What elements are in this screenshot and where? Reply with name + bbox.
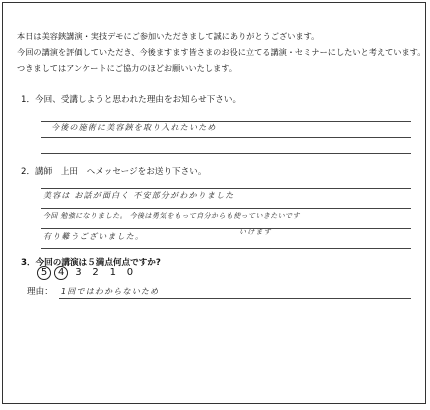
- answer-line: [41, 248, 411, 249]
- question-1-label: 1．今回、受講しようと思われた理由をお知らせ下さい。: [21, 95, 242, 105]
- score-option: 3: [75, 267, 82, 278]
- score-option: 1: [109, 267, 116, 278]
- score-option: 0: [126, 267, 134, 278]
- score-option-selected: 4: [54, 267, 68, 278]
- score-option: 5: [37, 267, 51, 278]
- circle-mark-icon: [54, 266, 68, 280]
- answer-line: [41, 121, 411, 122]
- question-2-answer-line-2: 今回 勉強になりました。 今後は勇気をもって自分からも使っていきたいです: [43, 212, 300, 220]
- reason-label: 理由：: [27, 287, 53, 297]
- score-option: 2: [92, 267, 99, 278]
- intro-line-1: 本日は美容鋏講演・実技デモにご参加いただきまして誠にありがとうございます。: [17, 31, 320, 41]
- answer-line: [41, 188, 411, 189]
- answer-line: [59, 298, 411, 299]
- circle-mark-icon: [37, 266, 51, 280]
- reason-answer: 1回ではわからないため: [61, 287, 160, 296]
- question-2-label: 2．講師 上田 へメッセージをお送り下さい。: [21, 167, 207, 177]
- intro-line-2: 今回の講演を評価していただき、今後ますます皆さまのお役に立てる講演・セミナーにしたいと考えています。: [17, 47, 426, 57]
- score-scale: [37, 267, 137, 278]
- answer-line: [41, 208, 411, 209]
- answer-line: [41, 228, 411, 229]
- intro-line-3: つきましてはアンケートにご協力のほどお願いいたします。: [17, 63, 237, 73]
- question-2-answer-line-3: 有り難うございました。: [43, 232, 145, 241]
- question-1-answer: 今後の施術に美容鋏を取り入れたいため: [51, 123, 217, 132]
- question-2-answer-line-1: 美容は お話が面白く 不安部分がわかりました: [43, 191, 235, 200]
- question-2-answer-insert: いけます: [239, 228, 272, 236]
- answer-line: [41, 137, 411, 138]
- answer-line: [41, 153, 411, 154]
- question-3-label: 3．今回の講演は５満点何点ですか?: [21, 258, 161, 268]
- survey-sheet: [2, 2, 426, 404]
